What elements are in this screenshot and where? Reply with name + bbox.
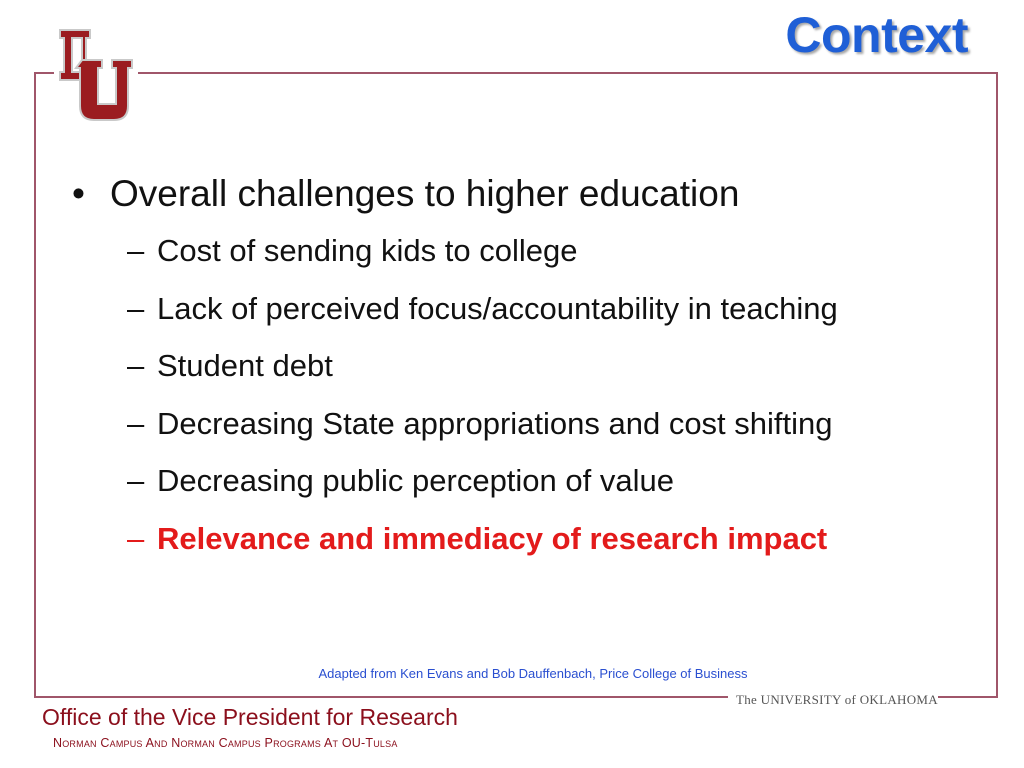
sub-bullet [127, 395, 972, 453]
dash-marker: – [127, 348, 145, 383]
slide-content [72, 166, 972, 567]
university-wordmark [728, 690, 938, 710]
campus-line [53, 736, 398, 750]
sub-bullet [127, 222, 972, 280]
sub-bullet-highlighted [127, 510, 972, 568]
sub-bullet-text: Decreasing public perception of value [157, 463, 674, 498]
slide-title: Context [785, 7, 968, 63]
main-bullet-text: Overall challenges to higher education [110, 173, 740, 214]
office-name: Office of the Vice President for Research [42, 704, 458, 730]
sub-bullet-text: Decreasing State appropriations and cost shifting [157, 405, 833, 441]
university-name: The UNIVERSITY of OKLAHOMA [736, 692, 938, 707]
ou-logo [54, 20, 138, 130]
dash-marker: – [127, 520, 145, 556]
bullet-marker: • [72, 173, 85, 214]
campus-text: Norman Campus And Norman Campus Programs At OU-Tulsa [53, 736, 398, 750]
dash-marker: – [127, 233, 145, 268]
dash-marker: – [127, 405, 145, 441]
main-bullet [72, 166, 972, 222]
dash-marker: – [127, 290, 145, 326]
sub-bullet-text: Cost of sending kids to college [157, 233, 578, 268]
sub-bullet [127, 337, 972, 395]
sub-bullet-list [127, 222, 972, 567]
sub-bullet [127, 280, 972, 338]
sub-bullet-text: Relevance and immediacy of research impact [157, 520, 828, 556]
sub-bullet-text: Student debt [157, 348, 333, 383]
sub-bullet [127, 452, 972, 510]
dash-marker: – [127, 463, 145, 498]
sub-bullet-text: Lack of perceived focus/accountability in teaching [157, 290, 838, 326]
source-credit: Adapted from Ken Evans and Bob Dauffenbach, Price College of Business [318, 666, 748, 681]
